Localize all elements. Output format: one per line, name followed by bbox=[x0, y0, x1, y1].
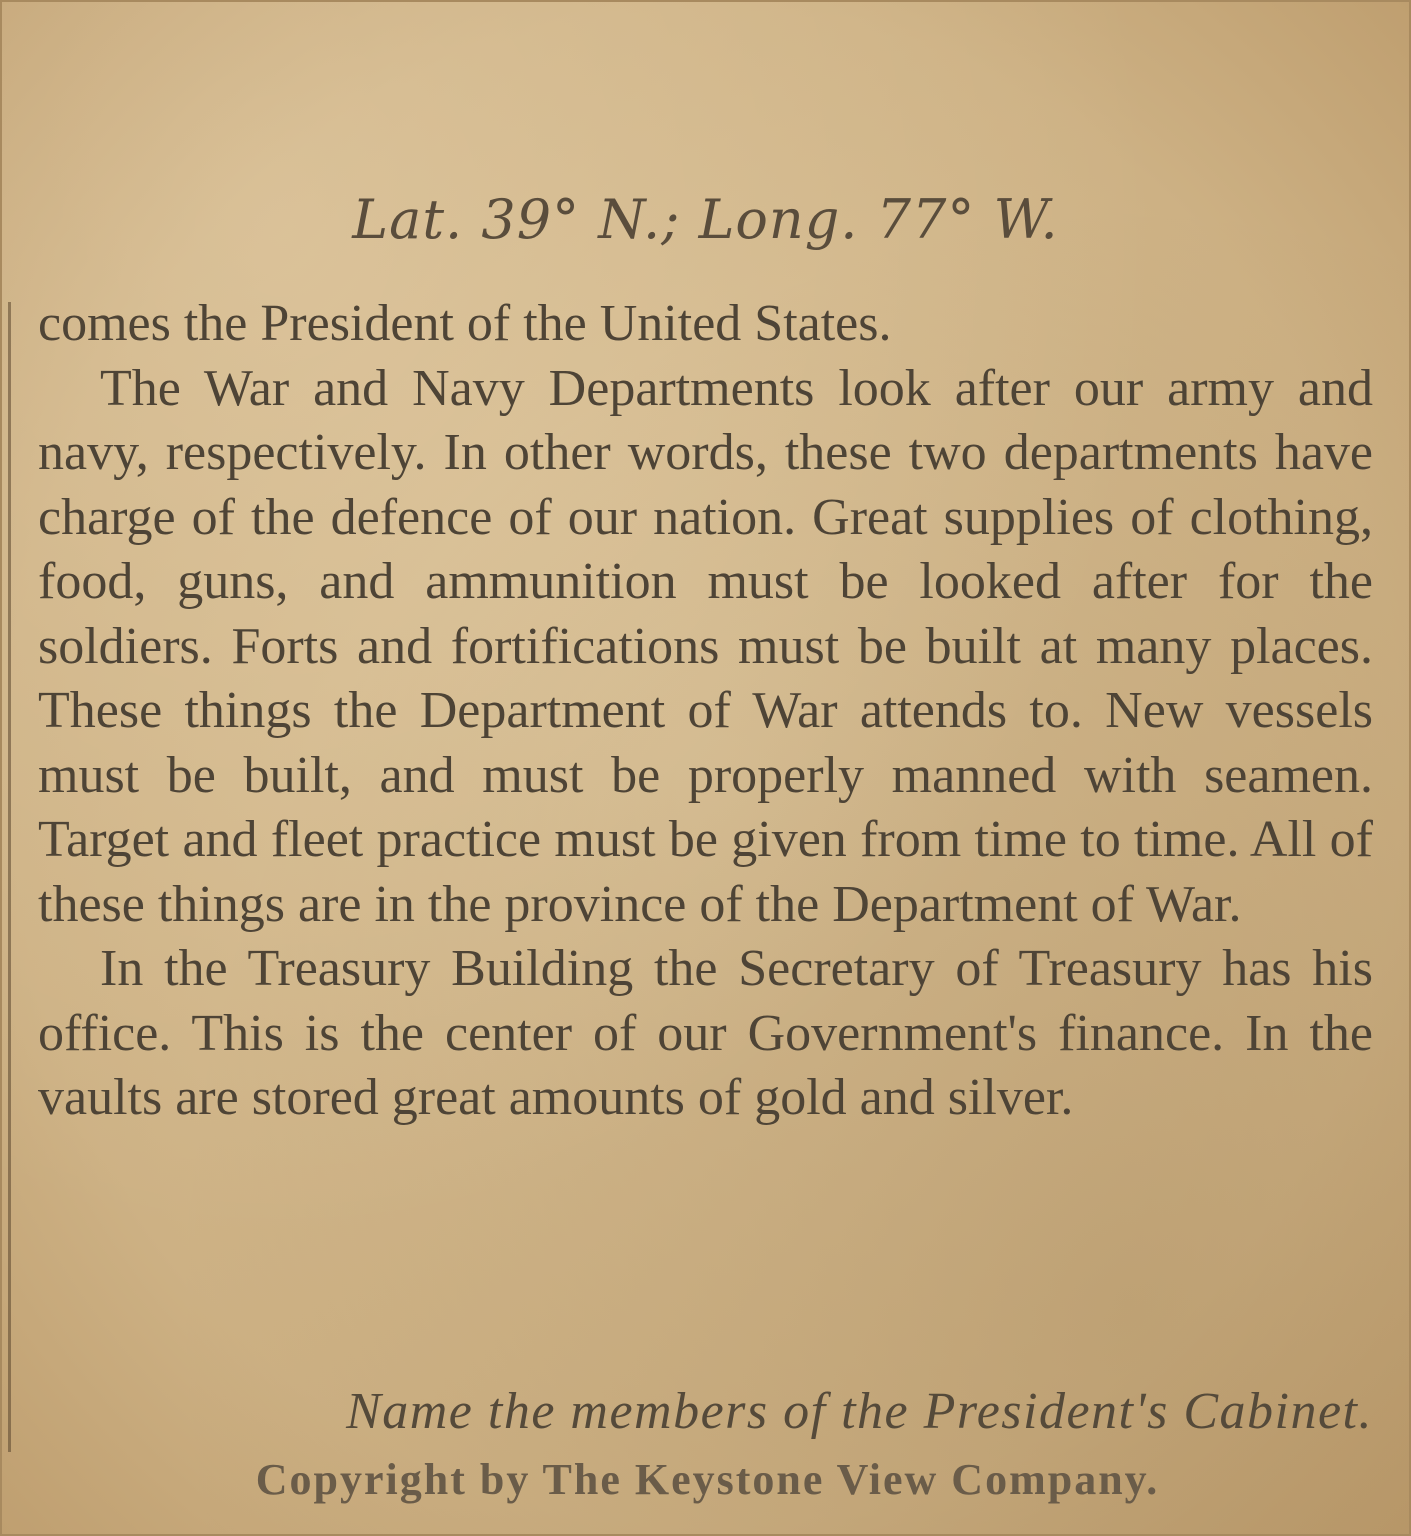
copyright-line: Copyright by The Keystone View Company. bbox=[255, 1455, 1160, 1504]
study-question: Name the members of the President's Cabinet. bbox=[346, 1383, 1373, 1440]
coordinates-heading: Lat. 39° N.; Long. 77° W. bbox=[352, 188, 1059, 251]
body-text bbox=[38, 292, 1373, 1131]
left-border-line bbox=[8, 302, 11, 1452]
paragraph-treasury: In the Treasury Building the Secretary of Treasury has his office. This is the center of our Government's finance. In the vaults are stored great amounts of gold and silver. bbox=[38, 940, 1373, 1126]
paragraph-war-navy: The War and Navy Departments look after our army and navy, respectively. In other words, these two departments have charge of the defence of our nation. Great supplies of clothing, food, guns, and ammunition must be looked after for the soldiers. Forts and fortifications must be built at many places. These things the Department of War attends to. New vessels must be built, and must be properly manned with seamen. Target and fleet practice must be given from time to time. All of these things are in the province of the Department of War. bbox=[38, 359, 1373, 933]
paragraph-continuation: comes the President of the United States. bbox=[38, 295, 892, 352]
